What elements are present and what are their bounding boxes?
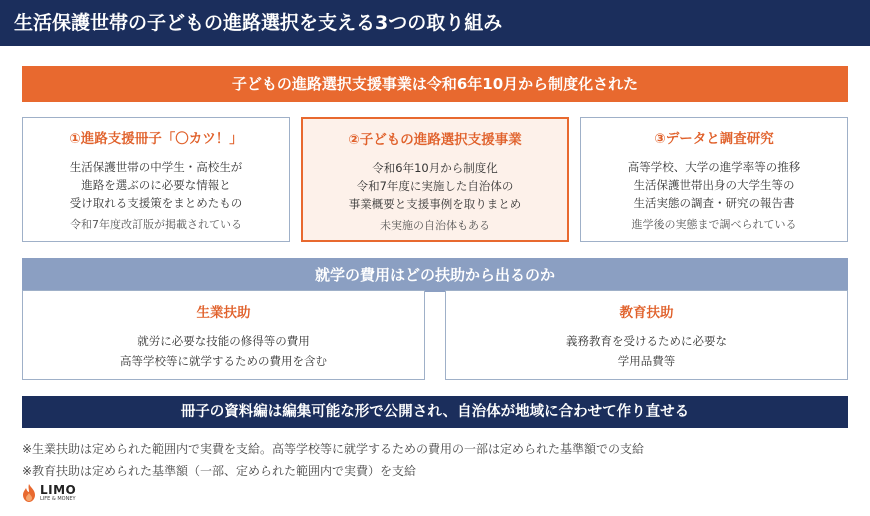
card-line: 生活実態の調査・研究の報告書 (633, 196, 795, 210)
card-line: 高等学校、大学の進学率等の推移 (627, 160, 801, 174)
page-title: 生活保護世帯の子どもの進路選択を支える3つの取り組み (0, 0, 870, 46)
card-education-aid (445, 290, 848, 380)
card-line: 事業概要と支援事例を取りまとめ (348, 197, 522, 211)
logo-tagline: LIFE & MONEY (40, 496, 76, 502)
card-data-research (580, 117, 848, 242)
card-line: 生活保護世帯出身の大学生等の (633, 178, 795, 192)
card-note: 令和7年度改訂版が掲載されている (70, 218, 242, 231)
footnote: ※生業扶助は定められた範囲内で実費を支給。高等学校等に就学するための費用の一部は定められた基準額での支給 (22, 442, 645, 456)
card-note: 未実施の自治体もある (380, 219, 490, 232)
card-occupational-aid (22, 290, 425, 380)
card-line: 進路を選ぶのに必要な情報と (81, 178, 231, 192)
logo-name: LIMO (40, 483, 77, 497)
card-line: 令和6年10月から制度化 (372, 161, 498, 175)
card-line: 生活保護世帯の中学生・高校生が (69, 160, 243, 174)
editable-materials-banner: 冊子の資料編は編集可能な形で公開され、自治体が地域に合わせて作り直せる (22, 396, 848, 428)
card-line: 令和7年度に実施した自治体の (356, 179, 514, 193)
card-career-support-program (301, 117, 569, 242)
card-line: 学用品費等 (617, 354, 676, 368)
footnote: ※教育扶助は定められた基準額（一部、定められた範囲内で実費）を支給 (22, 464, 417, 478)
card-line: 受け取れる支援策をまとめたもの (69, 196, 243, 210)
card-title: ③データと調査研究 (654, 131, 774, 147)
card-line: 就労に必要な技能の修得等の費用 (137, 334, 310, 348)
card-title: ①進路支援冊子「〇カツ！」 (69, 131, 243, 147)
limo-logo (22, 484, 76, 502)
card-title: ②子どもの進路選択支援事業 (348, 132, 522, 148)
card-line: 高等学校等に就学するための費用を含む (120, 354, 327, 368)
institutionalization-banner: 子どもの進路選択支援事業は令和6年10月から制度化された (22, 66, 848, 102)
card-support-booklet (22, 117, 290, 242)
funding-question-banner: 就学の費用はどの扶助から出るのか (22, 258, 848, 292)
card-title: 生業扶助 (196, 305, 251, 321)
card-line: 義務教育を受けるために必要な (566, 334, 727, 348)
card-note: 進学後の実態まで調べられている (631, 218, 797, 231)
card-title: 教育扶助 (619, 305, 674, 321)
flame-icon (22, 484, 36, 502)
